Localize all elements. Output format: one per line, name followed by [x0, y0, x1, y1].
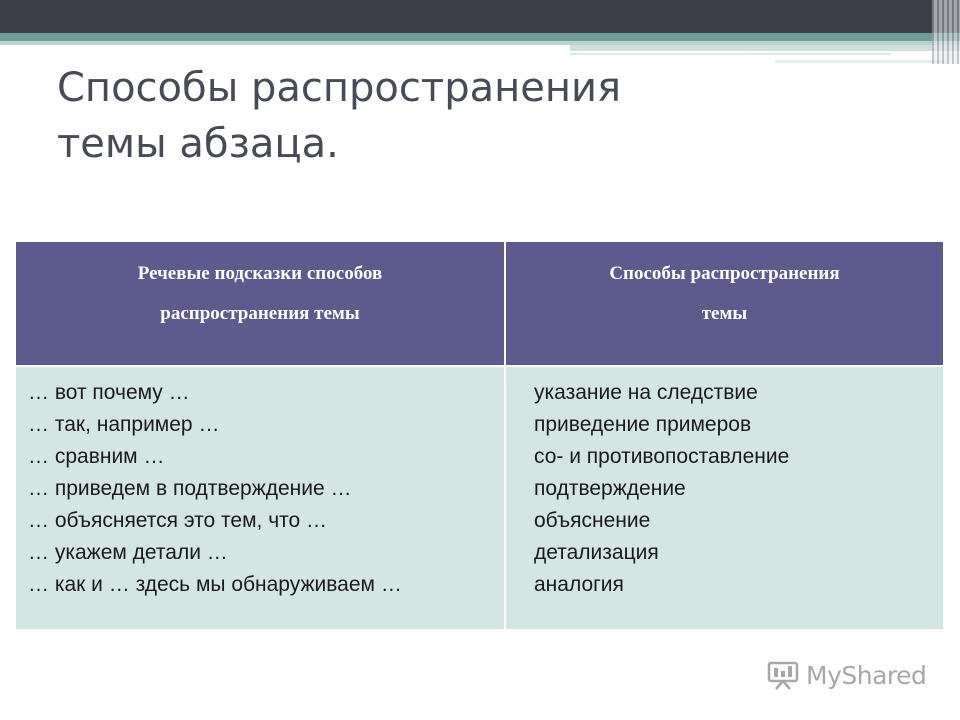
methods-table — [14, 240, 945, 631]
header-speech-hints-line-2: распространения темы — [160, 303, 360, 324]
presentation-board-icon — [766, 660, 800, 690]
header-speech-hints — [15, 241, 505, 366]
header-methods-line-2: темы — [701, 303, 748, 324]
top-bar-teal — [0, 33, 960, 41]
top-bar-dark — [0, 0, 960, 33]
list-item: указание на следствие — [534, 381, 758, 404]
watermark-text: MyShared — [806, 660, 927, 690]
list-item: … вот почему … — [28, 381, 190, 404]
list-item: подтверждение — [534, 477, 686, 500]
header-speech-hints-line-1: Речевые подсказки способов — [137, 263, 383, 284]
watermark — [766, 655, 926, 695]
header-methods — [505, 241, 944, 366]
table-header-row — [15, 241, 944, 366]
slide-title-line-1: Способы распространения — [57, 65, 622, 111]
top-bar-accent — [570, 45, 960, 51]
corner-stripes — [932, 0, 960, 64]
slide-title — [57, 60, 757, 172]
list-item: объяснение — [534, 509, 651, 532]
list-item: со- и противопоставление — [534, 445, 790, 468]
list-item: … сравним … — [28, 445, 165, 468]
list-item: … объясняется это тем, что … — [28, 509, 328, 532]
header-methods-line-1: Способы распространения — [609, 263, 840, 284]
list-item: … укажем детали … — [28, 541, 228, 564]
list-item: … приведем в подтверждение … — [28, 477, 352, 500]
methods-cell — [505, 366, 944, 630]
table-row — [15, 366, 944, 630]
list-item: детализация — [534, 541, 659, 564]
list-item: приведение примеров — [534, 413, 752, 436]
list-item: … как и … здесь мы обнаруживаем … — [28, 573, 402, 596]
top-bar-accent-thin — [570, 53, 890, 55]
list-item: … так, например … — [28, 413, 220, 436]
top-bar-accent-short — [775, 60, 945, 63]
slide-title-line-2: темы абзаца. — [57, 121, 339, 167]
list-item: аналогия — [534, 573, 624, 596]
speech-hints-cell — [15, 366, 505, 630]
